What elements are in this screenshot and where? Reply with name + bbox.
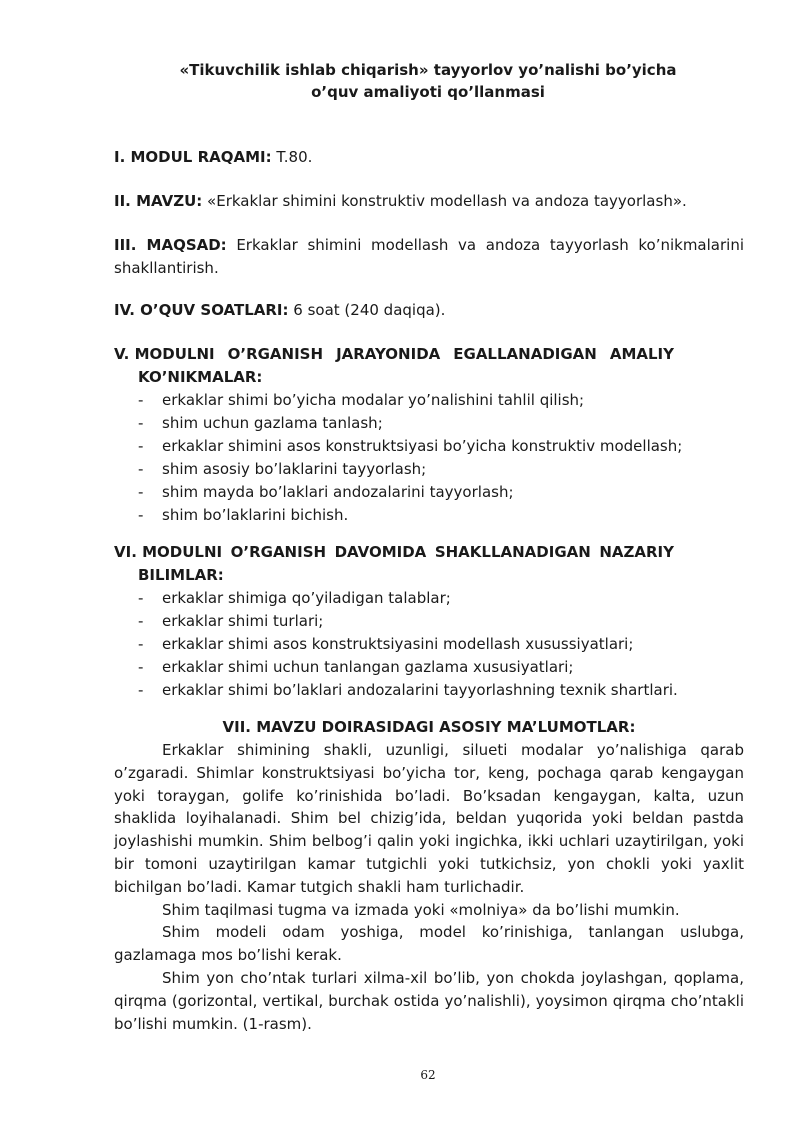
section-heading-continued: BILIMLAR: bbox=[138, 566, 224, 584]
section-text: Erkaklar shimini modellash va andoza tayyorlash ko’nikmalarini shakllantirish. bbox=[114, 236, 744, 277]
dash-bullet: - bbox=[138, 437, 144, 455]
list-item: - shim bo’laklarini bichish. bbox=[114, 504, 744, 527]
list-item: - erkaklar shimi turlari; bbox=[114, 610, 744, 633]
section-main-info-body bbox=[114, 739, 744, 1035]
section-study-hours bbox=[114, 299, 744, 322]
knowledge-list bbox=[114, 587, 744, 702]
paragraph: Erkaklar shimining shakli, uzunligi, silueti modalar yo’nalishiga qarab o’zgaradi. Shimlar konstruktsiyasi bo’yicha tor, keng, pochaga qarab kengaygan yoki toraygan, golife ko’rinishida bo’ladi. Bo’ksadan kengaygan, kalta, uzun shaklida loyihalanadi. Shim bel chizig’ida, beldan yuqorida yoki beldan pastda joylashishi mumkin. Shim belbog’i qalin yoki ingichka, ikki uchlari uzaytirilgan, yoki bir tomoni uzaytirilgan kamar tutgichli yoki tutkichsiz, yon chokli yoki yaxlit bichilgan bo’ladi. Kamar tutgich shakli ham turlichadir. bbox=[114, 741, 744, 896]
heading-word: O’RGANISH bbox=[230, 543, 327, 561]
dash-bullet: - bbox=[138, 681, 144, 699]
section-heading bbox=[114, 343, 674, 366]
list-item: - erkaklar shimi bo’yicha modalar yo’nalishini tahlil qilish; bbox=[114, 389, 744, 412]
heading-word: DAVOMIDA bbox=[334, 543, 427, 561]
list-item: - shim mayda bo’laklari andozalarini tayyorlash; bbox=[114, 481, 744, 504]
section-label: IV. O’QUV SOATLARI: bbox=[114, 301, 289, 319]
dash-bullet: - bbox=[138, 612, 144, 630]
section-text: T.80. bbox=[271, 148, 313, 166]
document-title-line-2: o’quv amaliyoti qo’llanmasi bbox=[311, 83, 545, 101]
dash-bullet: - bbox=[138, 483, 144, 501]
dash-bullet: - bbox=[138, 414, 144, 432]
section-module-number bbox=[114, 146, 744, 169]
dash-bullet: - bbox=[138, 589, 144, 607]
heading-word: VI. MODULNI bbox=[114, 543, 223, 561]
heading-word: EGALLANADIGAN bbox=[453, 345, 597, 363]
section-theoretical-knowledge bbox=[114, 541, 744, 702]
list-item: - shim asosiy bo’laklarini tayyorlash; bbox=[114, 458, 744, 481]
skills-list bbox=[114, 389, 744, 527]
heading-word: NAZARIY bbox=[599, 543, 674, 561]
list-item: - erkaklar shimiga qo’yiladigan talablar; bbox=[114, 587, 744, 610]
section-heading bbox=[114, 541, 674, 564]
section-goal bbox=[114, 234, 744, 280]
heading-word: V. MODULNI bbox=[114, 345, 215, 363]
heading-word: SHAKLLANADIGAN bbox=[434, 543, 591, 561]
list-item: - erkaklar shimini asos konstruktsiyasi bo’yicha konstruktiv modellash; bbox=[114, 435, 744, 458]
section-main-info-heading: VII. MAVZU DOIRASIDAGI ASOSIY MA’LUMOTLAR: bbox=[222, 718, 636, 736]
section-topic bbox=[114, 190, 744, 213]
dash-bullet: - bbox=[138, 391, 144, 409]
dash-bullet: - bbox=[138, 658, 144, 676]
list-item: - erkaklar shimi uchun tanlangan gazlama xususiyatlari; bbox=[114, 656, 744, 679]
paragraph: Shim modeli odam yoshiga, model ko’rinishiga, tanlangan uslubga, gazlamaga mos bo’lishi kerak. bbox=[114, 923, 744, 965]
heading-word: JARAYONIDA bbox=[336, 345, 441, 363]
paragraph: Shim yon cho’ntak turlari xilma-xil bo’lib, yon chokda joylashgan, qoplama, qirqma (gorizontal, vertikal, burchak ostida yo’nalishli), yoysimon qirqma cho’ntakli bo’lishi mumkin. (1-rasm). bbox=[114, 968, 744, 1033]
section-label: II. MAVZU: bbox=[114, 192, 203, 210]
dash-bullet: - bbox=[138, 506, 144, 524]
list-item: - erkaklar shimi bo’laklari andozalarini tayyorlashning texnik shartlari. bbox=[114, 679, 744, 702]
dash-bullet: - bbox=[138, 460, 144, 478]
section-label: III. MAQSAD: bbox=[114, 236, 227, 254]
heading-word: AMALIY bbox=[609, 345, 674, 363]
list-item: - shim uchun gazlama tanlash; bbox=[114, 412, 744, 435]
section-text: 6 soat (240 daqiqa). bbox=[288, 301, 446, 319]
section-text: «Erkaklar shimini konstruktiv modellash va andoza tayyorlash». bbox=[202, 192, 687, 210]
list-item: - erkaklar shimi asos konstruktsiyasini modellash xusussiyatlari; bbox=[114, 633, 744, 656]
section-label: I. MODUL RAQAMI: bbox=[114, 148, 272, 166]
page-number: 62 bbox=[420, 1068, 436, 1082]
dash-bullet: - bbox=[138, 635, 144, 653]
section-practical-skills bbox=[114, 343, 744, 527]
document-title-line-1: «Tikuvchilik ishlab chiqarish» tayyorlov yo’nalishi bo’yicha bbox=[179, 61, 677, 79]
heading-word: O’RGANISH bbox=[227, 345, 324, 363]
section-heading-continued: KO’NIKMALAR: bbox=[138, 368, 263, 386]
paragraph: Shim taqilmasi tugma va izmada yoki «molniya» da bo’lishi mumkin. bbox=[162, 900, 680, 919]
